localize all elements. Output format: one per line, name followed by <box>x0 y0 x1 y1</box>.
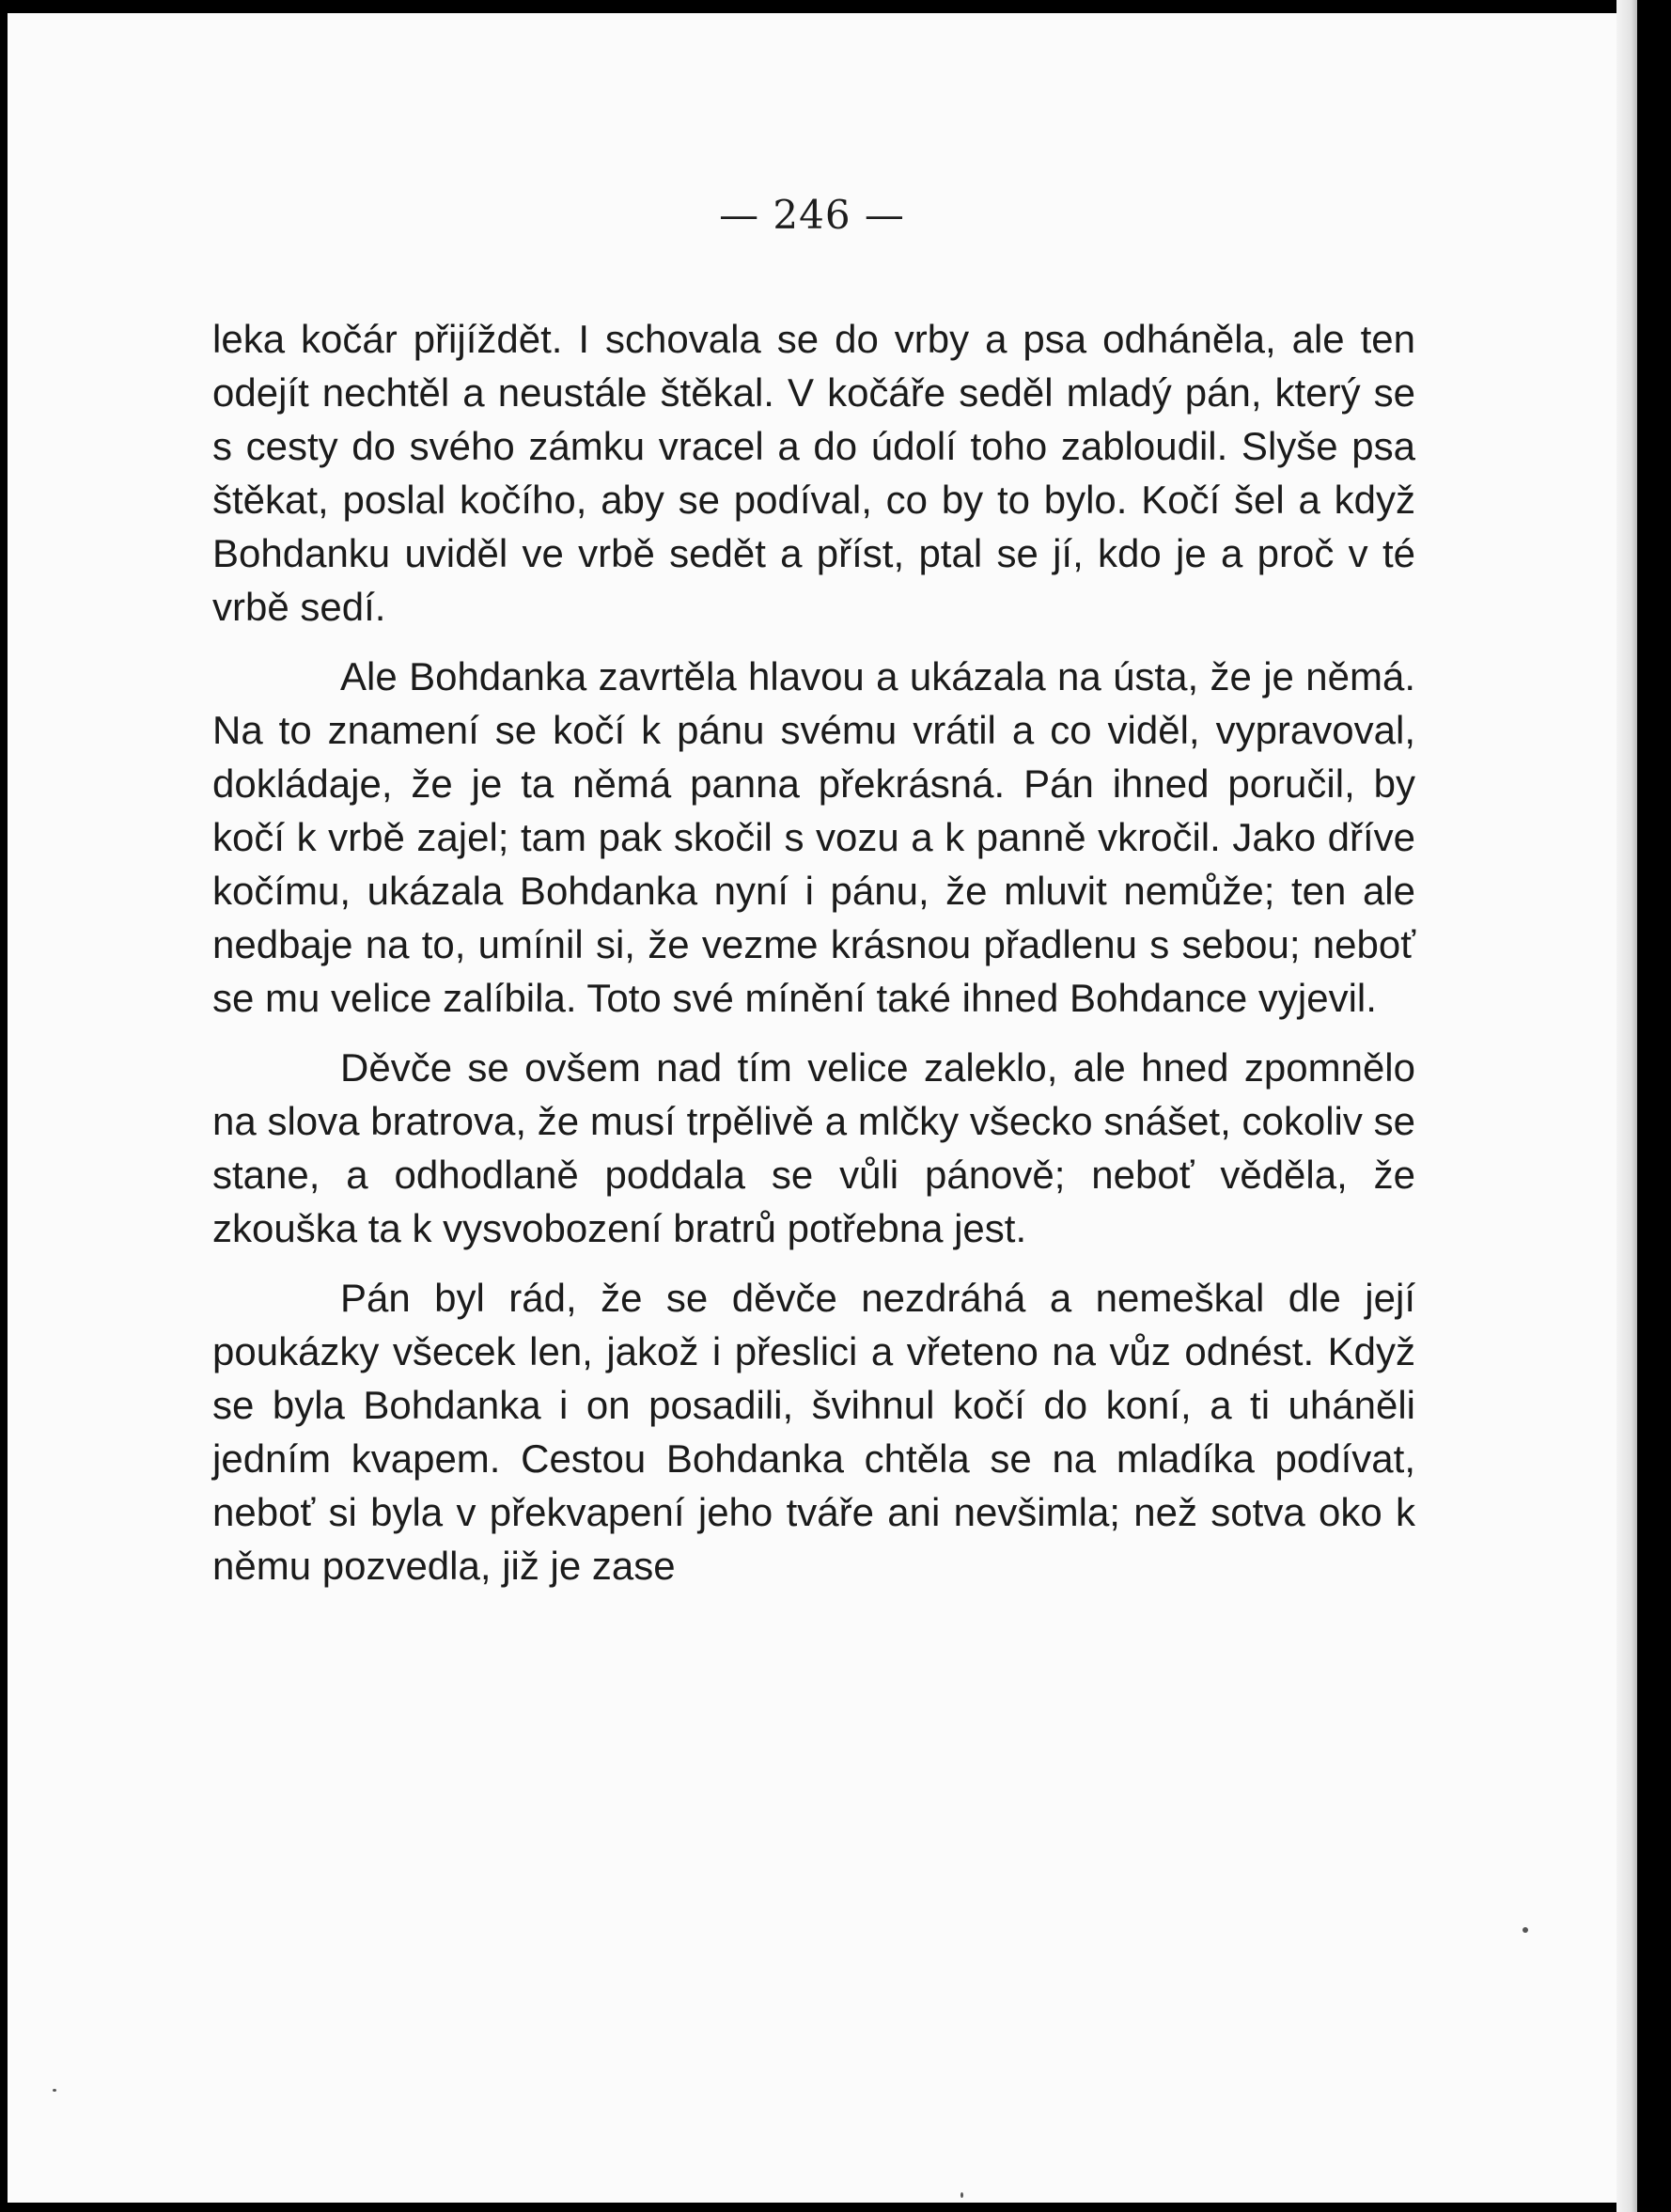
book-page <box>8 13 1616 2203</box>
scan-border-top <box>0 0 1671 13</box>
paragraph: Děvče se ovšem nad tím velice zaleklo, ale hned zpomnělo na slova bratrova, že musí trpělivě a mlčky všecko snášet, cokoliv se stane, a odhodlaně poddala se vůli pánově; neboť věděla, že zkouška ta k vysvobození bratrů potřebna jest. <box>212 1045 1415 1250</box>
scan-speck <box>960 2192 963 2198</box>
body-text <box>212 312 1415 1608</box>
scan-speck <box>53 2089 56 2092</box>
page-number: — 246 — <box>719 192 905 238</box>
scan-speck <box>1523 1927 1528 1933</box>
scan-border-bottom <box>0 2203 1671 2212</box>
scan-border-left <box>0 0 8 2212</box>
paragraph: Ale Bohdanka zavrtěla hlavou a ukázala na ústa, že je němá. Na to znamení se kočí k pánu svému vrátil a co viděl, vypravoval, dokládaje, že je ta němá panna překrásná. Pán ihned poručil, by kočí k vrbě zajel; tam pak skočil s vozu a k panně vkročil. Jako dříve kočímu, ukázala Bohdanka nyní i pánu, že mluvit nemůže; ten ale nedbaje na to, umínil si, že vezme krásnou přadlenu s sebou; neboť se mu velice zalíbila. Toto své mínění také ihned Bohdance vyjevil. <box>212 654 1415 1020</box>
paragraph: Pán byl rád, že se děvče nezdráhá a nemeškal dle její poukázky všecek len, jakož i přeslici a vřeteno na vůz odnést. Když se byla Bohdanka i on posadili, švihnul kočí do koní, a ti uháněli jedním kvapem. Cestou Bohdanka chtěla se na mladíka podívat, neboť si byla v překvapení jeho tváře ani nevšimla; než sotva oko k němu pozvedla, již je zase <box>212 1276 1415 1588</box>
paragraph-continuation: leka kočár přijíždět. I schovala se do vrby a psa odháněla, ale ten odejít nechtěl a neustále štěkal. V kočáře seděl mladý pán, který se s cesty do svého zámku vracel a do údolí toho zabloudil. Slyše psa štěkat, poslal kočího, aby se podíval, co by to bylo. Kočí šel a když Bohdanku uviděl ve vrbě sedět a příst, ptal se jí, kdo je a proč v té vrbě sedí. <box>212 317 1415 629</box>
book-gutter-shadow <box>1616 0 1637 2212</box>
scan-border-right <box>1637 0 1671 2212</box>
